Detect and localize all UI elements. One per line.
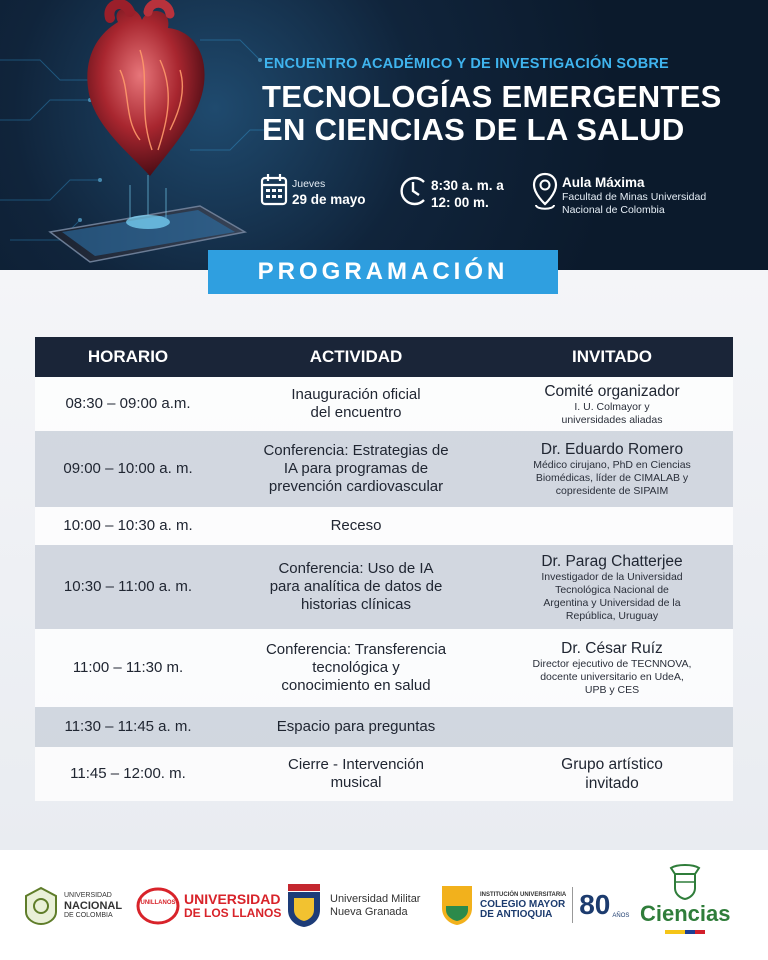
- footer-logos: [0, 850, 768, 960]
- guest-desc: I. U. Colmayor y: [574, 400, 650, 413]
- colmayor-shield-icon: [440, 884, 474, 926]
- logo-colegio-mayor: [440, 884, 629, 926]
- row-guest: [491, 707, 733, 747]
- guest-desc: Tecnológica Nacional de: [555, 583, 669, 596]
- table-row: [35, 545, 733, 629]
- unillanos-badge-text: UNILLANOS: [140, 900, 176, 906]
- event-subtitle: ENCUENTRO ACADÉMICO Y DE INVESTIGACIÓN SOBRE: [264, 56, 669, 72]
- table-row: [35, 707, 733, 747]
- title-line-1: TECNOLOGÍAS EMERGENTES: [262, 79, 722, 114]
- guest-name: Dr. César Ruíz: [561, 640, 663, 657]
- row-guest: [491, 545, 733, 629]
- time-line-2: 12: 00 m.: [431, 195, 489, 210]
- colmayor-line-2: COLEGIO MAYOR: [480, 899, 566, 910]
- ciencias-text: Ciencias: [640, 901, 731, 926]
- section-title: PROGRAMACIÓN: [208, 250, 558, 294]
- row-activity: [221, 747, 491, 801]
- row-time: 11:00 – 11:30 m.: [35, 629, 221, 707]
- guest-desc: Investigador de la Universidad: [541, 570, 683, 583]
- title-line-2: EN CIENCIAS DE LA SALUD: [262, 112, 685, 147]
- row-activity: Espacio para preguntas: [221, 707, 491, 747]
- activity-line: del encuentro: [310, 404, 402, 421]
- row-guest: [491, 377, 733, 431]
- unal-line-3: DE COLOMBIA: [64, 912, 113, 919]
- row-activity: [221, 377, 491, 431]
- activity-line: Conferencia: Estrategias de: [263, 442, 449, 459]
- unal-line-1: UNIVERSIDAD: [64, 892, 112, 899]
- militar-shield-icon: [284, 884, 324, 928]
- row-guest: [491, 507, 733, 545]
- guest-desc: Argentina y Universidad de la: [543, 596, 681, 609]
- guest-name: Dr. Eduardo Romero: [540, 441, 684, 458]
- row-time: 09:00 – 10:00 a. m.: [35, 431, 221, 507]
- activity-line: tecnológica y: [312, 659, 400, 676]
- colmayor-line-1: INSTITUCIÓN UNIVERSITARIA: [480, 892, 567, 898]
- row-guest: [491, 629, 733, 707]
- logo-universidad-militar: [284, 884, 420, 928]
- row-activity: [221, 431, 491, 507]
- unillanos-line-1: UNIVERSIDAD: [184, 891, 281, 907]
- header-invitado: INVITADO: [491, 337, 733, 377]
- guest-name: Comité organizador: [544, 382, 680, 400]
- table-row: [35, 507, 733, 545]
- guest-desc: universidades aliadas: [561, 413, 663, 426]
- years-number: 80: [579, 889, 611, 920]
- activity-line: Conferencia: Uso de IA: [278, 560, 434, 577]
- activity-line: musical: [330, 774, 382, 791]
- unillanos-line-2: DE LOS LLANOS: [184, 906, 282, 920]
- activity-line: Inauguración oficial: [291, 386, 421, 403]
- unal-seal-icon: [24, 886, 58, 926]
- row-time: 08:30 – 09:00 a.m.: [35, 377, 221, 431]
- activity-line: conocimiento en salud: [281, 677, 431, 694]
- militar-line-2: Nueva Granada: [330, 906, 408, 918]
- event-title: [262, 80, 752, 146]
- years-label: AÑOS: [612, 913, 630, 919]
- guest-name-line-2: invitado: [585, 775, 639, 792]
- row-guest: [491, 747, 733, 801]
- row-time: 11:45 – 12:00. m.: [35, 747, 221, 801]
- location-pin-icon: [532, 172, 558, 212]
- place-line-2: Nacional de Colombia: [562, 204, 665, 216]
- place-line-1: Facultad de Minas Universidad: [562, 191, 707, 203]
- colmayor-line-3: DE ANTIOQUIA: [480, 909, 553, 920]
- activity-line: IA para programas de: [283, 460, 429, 477]
- place-name: Aula Máxima: [562, 175, 645, 190]
- table-row: [35, 747, 733, 801]
- logo-ciencias: [640, 862, 731, 934]
- table-row: [35, 377, 733, 431]
- colombia-flag-bar: [665, 930, 705, 934]
- clock-icon: [398, 172, 428, 208]
- activity-line: Conferencia: Transferencia: [265, 641, 447, 658]
- heart-illustration: [40, 0, 260, 265]
- row-activity: [221, 545, 491, 629]
- table-row: [35, 629, 733, 707]
- guest-name: Dr. Parag Chatterjee: [541, 552, 683, 570]
- guest-name: Grupo artístico: [561, 756, 663, 773]
- logo-universidad-llanos: [136, 886, 281, 926]
- activity-line: Cierre - Intervención: [288, 756, 424, 773]
- header-horario: HORARIO: [35, 337, 221, 377]
- row-time: 11:30 – 11:45 a. m.: [35, 707, 221, 747]
- guest-desc: docente universitario en UdeA,: [540, 671, 684, 683]
- guest-desc: Médico cirujano, PhD en Ciencias: [533, 459, 691, 471]
- guest-desc: UPB y CES: [584, 684, 640, 696]
- activity-line: historias clínicas: [300, 596, 412, 613]
- guest-desc: Director ejecutivo de TECNNOVA,: [532, 658, 692, 670]
- logo-universidad-nacional: [24, 886, 122, 926]
- unal-line-2: NACIONAL: [64, 900, 123, 912]
- militar-line-1: Universidad Militar: [330, 893, 421, 905]
- table-row: [35, 431, 733, 507]
- activity-line: para analítica de datos de: [269, 578, 443, 595]
- header-actividad: ACTIVIDAD: [221, 337, 491, 377]
- table-header-row: [35, 337, 733, 377]
- calendar-icon: [260, 172, 288, 206]
- guest-desc: República, Uruguay: [565, 609, 659, 622]
- row-activity: [221, 629, 491, 707]
- schedule-table: [35, 337, 733, 801]
- time-line-1: 8:30 a. m. a: [431, 178, 504, 193]
- row-time: 10:00 – 10:30 a. m.: [35, 507, 221, 545]
- colombia-crest-icon: [665, 862, 705, 902]
- guest-desc: Biomédicas, líder de CIMALAB y: [535, 472, 689, 484]
- activity-line: prevención cardiovascular: [268, 478, 444, 495]
- guest-desc: copresidente de SIPAIM: [555, 485, 669, 497]
- event-day: Jueves: [292, 178, 326, 190]
- unillanos-badge-icon: [136, 886, 180, 926]
- row-guest: [491, 431, 733, 507]
- event-date-value: 29 de mayo: [292, 192, 366, 207]
- row-activity: Receso: [221, 507, 491, 545]
- hero-banner: [0, 0, 768, 270]
- row-time: 10:30 – 11:00 a. m.: [35, 545, 221, 629]
